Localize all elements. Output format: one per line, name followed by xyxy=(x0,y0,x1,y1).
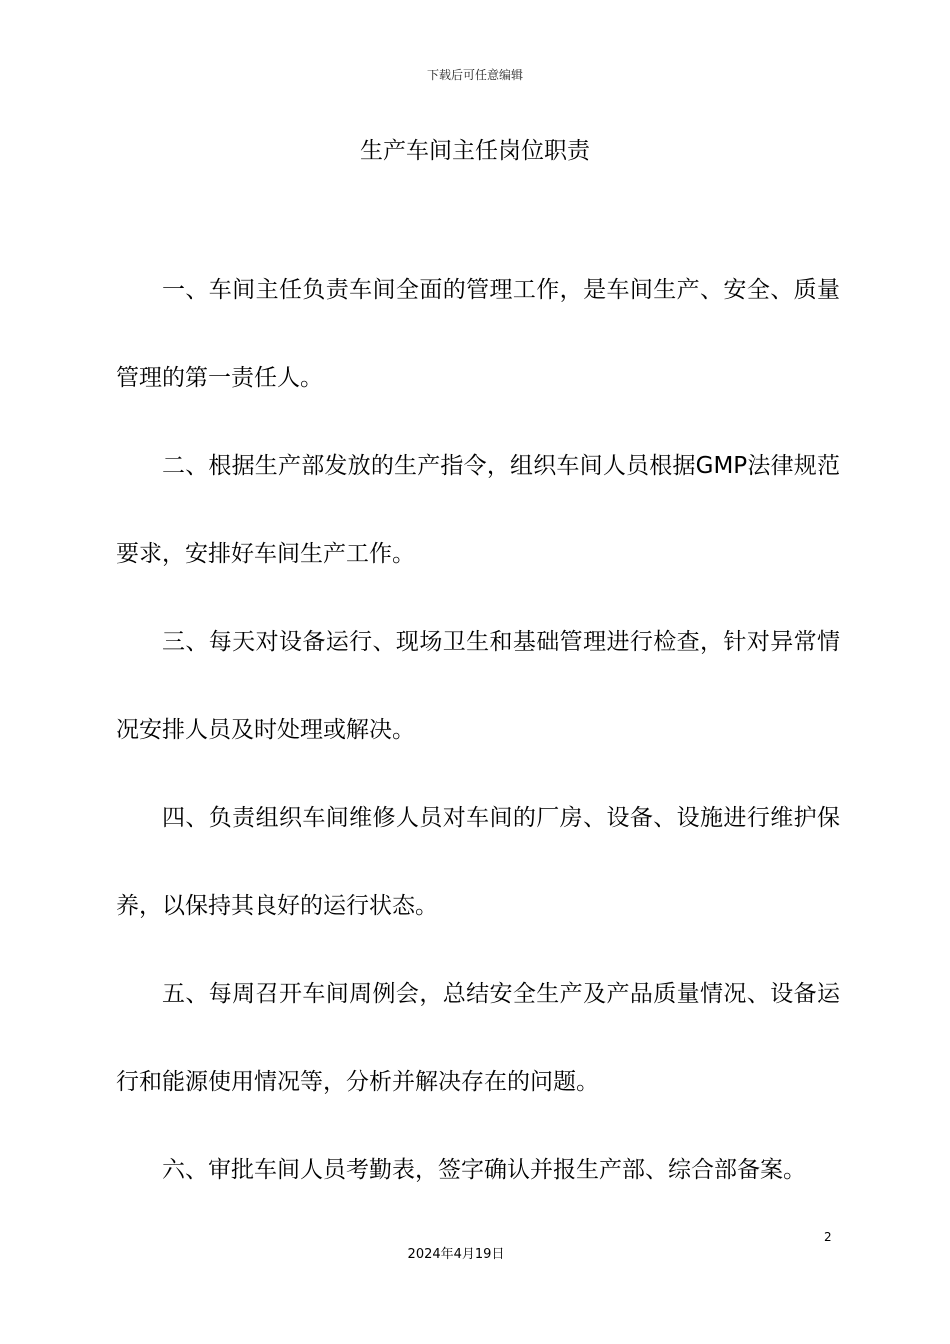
page-header-note: 下载后可任意编辑 xyxy=(426,68,523,82)
duty-paragraph-6: 六、审批车间人员考勤表，签字确认并报生产部、综合部备案。 xyxy=(162,1157,806,1183)
document-body xyxy=(116,246,840,1214)
duty-paragraph-1: 一、车间主任负责车间全面的管理工作，是车间生产、安全、质量管理的第一责任人。 xyxy=(116,277,840,391)
document-title: 生产车间主任岗位职责 xyxy=(360,138,590,164)
duty-paragraph-3: 三、每天对设备运行、现场卫生和基础管理进行检查，针对异常情况安排人员及时处理或解决。 xyxy=(116,629,840,743)
duty-paragraph-4: 四、负责组织车间维修人员对车间的厂房、设备、设施进行维护保养，以保持其良好的运行状态。 xyxy=(116,805,840,919)
page-number: 2 xyxy=(824,1230,832,1244)
duty-paragraph-2: 二、根据生产部发放的生产指令，组织车间人员根据GMP法律规范要求，安排好车间生产工作。 xyxy=(116,453,840,567)
duty-paragraph-5: 五、每周召开车间周例会，总结安全生产及产品质量情况、设备运行和能源使用情况等，分析并解决存在的问题。 xyxy=(116,981,840,1095)
footer-date: 2024年4月19日 xyxy=(407,1247,505,1262)
